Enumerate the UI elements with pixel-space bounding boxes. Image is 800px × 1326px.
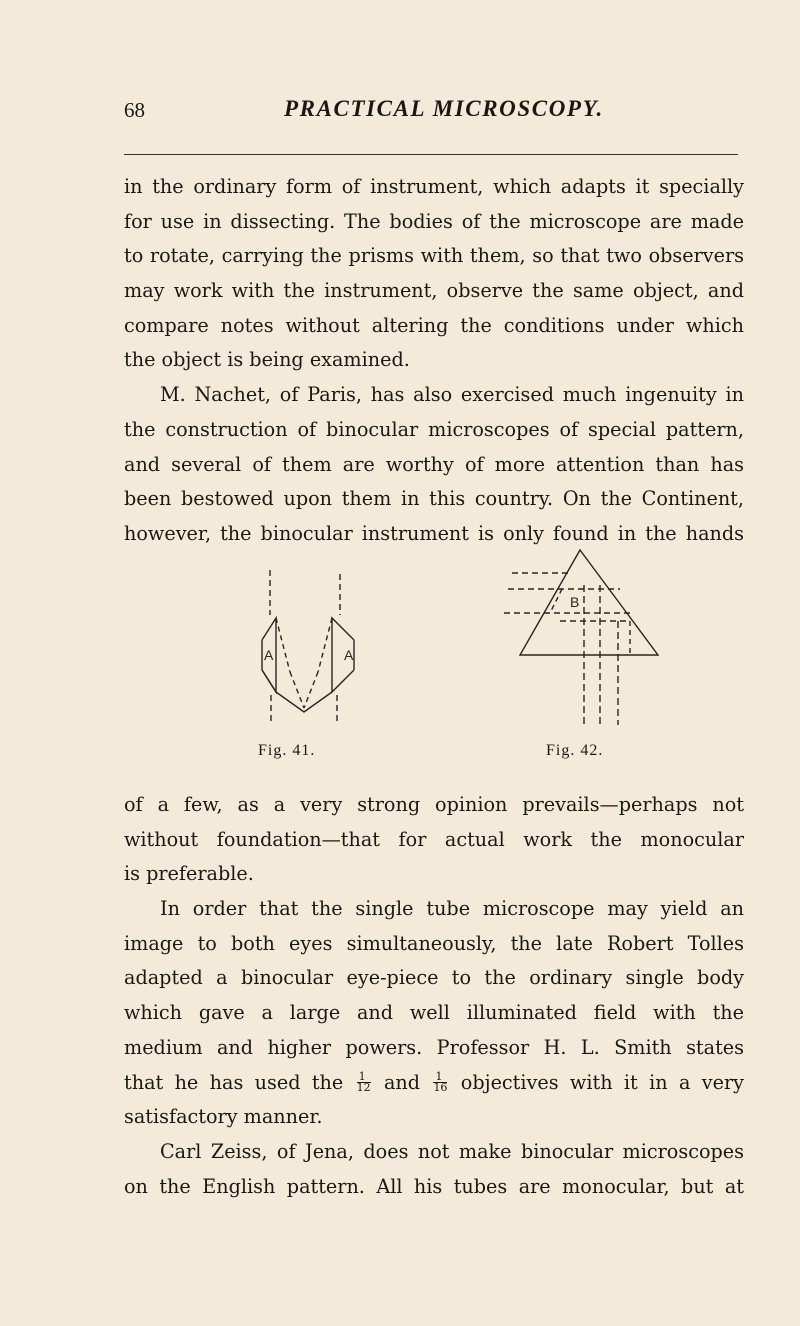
text-line: which gave a large and well illuminated field with the (124, 1001, 744, 1025)
text-line: to rotate, carrying the prisms with them, so that two observers (124, 244, 744, 268)
prism-label-left: A (264, 647, 274, 663)
figure-42-caption: Fig. 42. (546, 742, 604, 759)
text-line: the construction of binocular microscopes of special pattern, (124, 417, 744, 441)
text-line: may work with the instrument, observe the same object, and (124, 279, 744, 303)
text-line: and several of them are worthy of more attention than has (124, 452, 744, 476)
figure-41-caption: Fig. 41. (258, 742, 316, 759)
text-line: medium and higher powers. Professor H. L. Smith states (124, 1035, 744, 1059)
text-line: however, the binocular instrument is only found in the hands (124, 521, 744, 545)
page-number: 68 (124, 98, 145, 122)
text-line: for use in dissecting. The bodies of the microscope are made (124, 209, 744, 233)
text-line: the object is being examined. (124, 348, 410, 372)
paragraph-bottom (124, 788, 744, 1204)
text-line: without foundation—that for actual work the monocular (124, 827, 744, 851)
text-line: on the English pattern. All his tubes are monocular, but at (124, 1174, 744, 1198)
text-line: Carl Zeiss, of Jena, does not make binocular microscopes (160, 1139, 744, 1163)
fraction-numerator: 1 (433, 1072, 447, 1083)
text-line: In order that the single tube microscope may yield an (160, 897, 744, 921)
fraction-denominator: 12 (356, 1080, 371, 1094)
header-rule (124, 154, 738, 155)
running-title: PRACTICAL MICROSCOPY. (284, 96, 604, 121)
page-header (124, 94, 744, 134)
text-line: adapted a binocular eye-piece to the ordinary single body (124, 966, 744, 990)
paragraph-top (124, 170, 744, 552)
text-line-fractions (124, 1066, 744, 1101)
fraction-one-sixteenth (433, 1069, 448, 1094)
text-line: M. Nachet, of Paris, has also exercised much ingenuity in (160, 383, 744, 407)
fraction-denominator: 16 (433, 1080, 448, 1094)
text-line: is preferable. (124, 862, 254, 886)
figure-41-diagram (244, 560, 374, 730)
text-segment: and (383, 1070, 421, 1094)
text-line: compare notes without altering the conditions under which (124, 313, 744, 337)
figure-42-diagram (500, 545, 660, 735)
text-line: image to both eyes simultaneously, the late Robert Tolles (124, 931, 744, 955)
prism-label-right: A (344, 647, 354, 663)
fraction-one-twelfth (356, 1069, 371, 1094)
text-segment: that he has used the (124, 1070, 344, 1094)
fraction-numerator: 1 (357, 1072, 371, 1083)
text-segment: objectives with it in a very (460, 1070, 744, 1094)
prism-label-b: B (570, 594, 580, 610)
text-line: been bestowed upon them in this country. On the Continent, (124, 487, 744, 511)
text-line: of a few, as a very strong opinion prevails—perhaps not (124, 793, 744, 816)
text-line: in the ordinary form of instrument, which adapts it specially (124, 175, 744, 198)
text-line: satisfactory manner. (124, 1105, 323, 1129)
